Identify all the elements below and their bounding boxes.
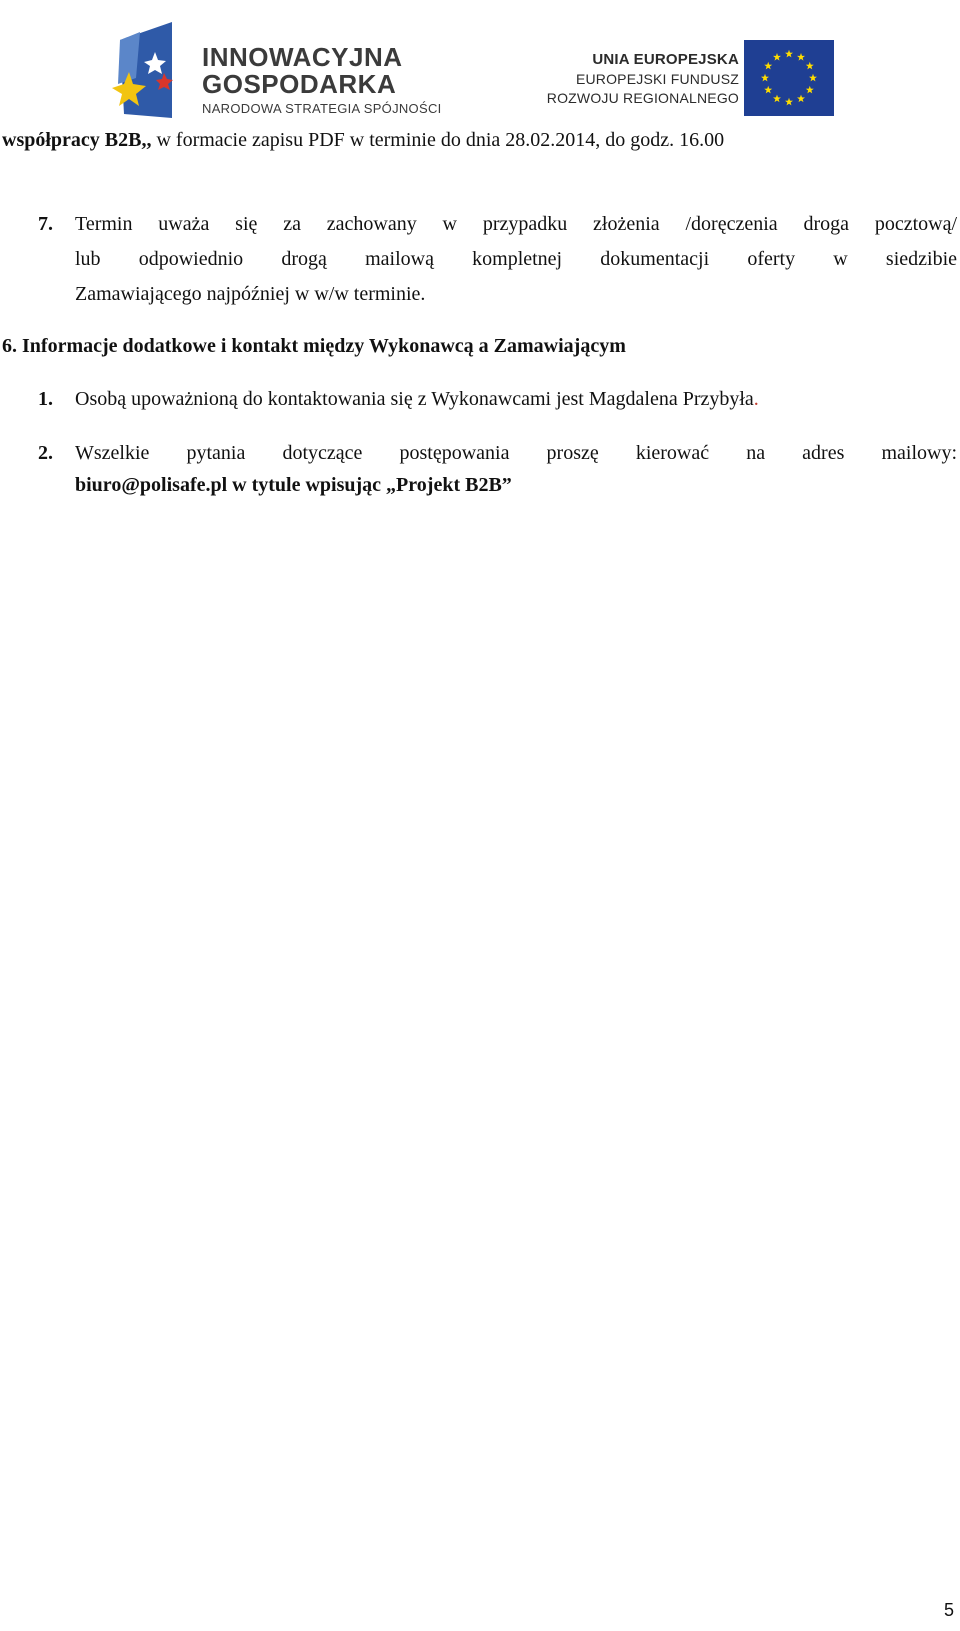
- ue-line2: EUROPEJSKI FUNDUSZ: [575, 71, 739, 87]
- ig-emblem-icon: [110, 18, 190, 122]
- ue-text-block: [547, 50, 739, 108]
- item-7-line3: Zamawiającego najpóźniej w w/w terminie.: [75, 283, 426, 305]
- ig-line1: INNOWACYJNA: [202, 42, 403, 72]
- section-6-item-1-text: [75, 387, 759, 411]
- page-number: 5: [943, 1600, 954, 1620]
- unia-europejska-logo: [532, 40, 867, 120]
- document-header: [0, 0, 960, 125]
- eu-flag-icon: [744, 40, 834, 116]
- innowacyjna-gospodarka-logo: [110, 18, 450, 122]
- intro-rest-text: w formacie zapisu PDF w terminie do dnia 28.02.2014, do godz. 16.00: [156, 129, 725, 151]
- section-6-item-2-line1: Wszelkie pytania dotyczące postępowania proszę kierować na adres mailowy:: [75, 442, 957, 464]
- ig-line3: NARODOWA STRATEGIA SPÓJNOŚCI: [202, 101, 442, 116]
- ig-text-block: [202, 44, 442, 118]
- section-6-item-2-line2: biuro@polisafe.pl w tytule wpisując „Projekt B2B”: [75, 474, 512, 496]
- intro-line: [2, 128, 957, 152]
- item-7-line2: lub odpowiednio drogą mailową kompletnej dokumentacji oferty w siedzibie: [75, 248, 957, 270]
- section-6-heading: 6. Informacje dodatkowe i kontakt między Wykonawcą a Zamawiającym: [2, 335, 626, 357]
- section-6-item-1-number: 1.: [38, 388, 53, 410]
- ue-line3: ROZWOJU REGIONALNEGO: [546, 90, 739, 106]
- item-7-line1: Termin uważa się za zachowany w przypadku złożenia /doręczenia droga pocztową/: [75, 213, 957, 235]
- intro-bold-text: współpracy B2B,,: [2, 129, 152, 151]
- contact-person-dot: .: [753, 388, 759, 410]
- section-6-item-2-number: 2.: [38, 442, 53, 464]
- contact-person-text: Osobą upoważnioną do kontaktowania się z Wykonawcami jest Magdalena Przybyła: [75, 388, 754, 410]
- ue-line1: UNIA EUROPEJSKA: [592, 51, 739, 68]
- ig-line2: GOSPODARKA: [202, 69, 397, 99]
- item-7-number: 7.: [38, 213, 53, 235]
